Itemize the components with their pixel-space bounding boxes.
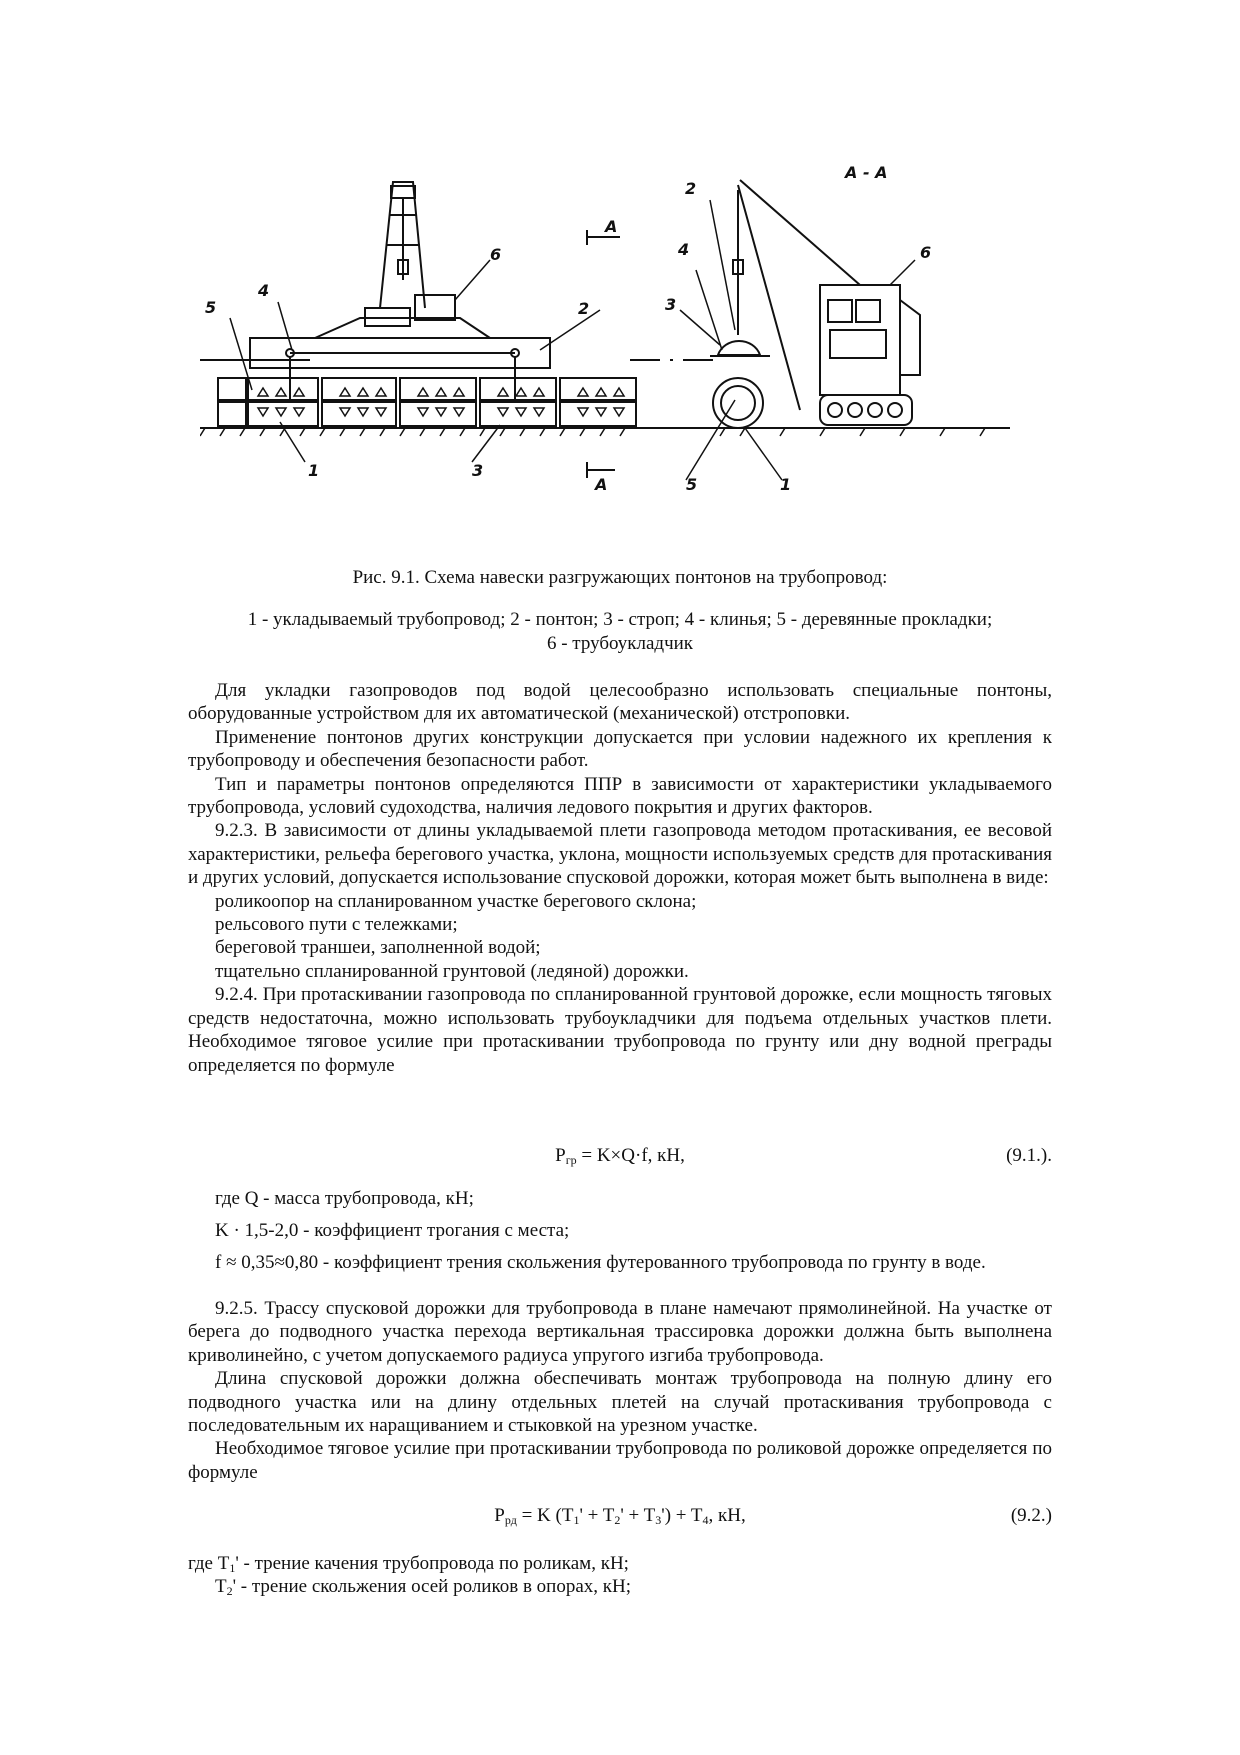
list-item: роликоопор на спланированном участке берегового склона; <box>215 890 697 912</box>
formula-sub: рд <box>504 1513 517 1527</box>
label-1-right: 1 <box>780 475 792 494</box>
formula-lhs: P <box>555 1145 566 1166</box>
formula-number: (9.2.) <box>1010 1505 1052 1526</box>
legend-item: K · 1,5-2,0 - коэффициент трогания с места; <box>215 1220 570 1241</box>
figure-caption: Рис. 9.1. Схема навески разгружающих понтонов на трубопровод: <box>352 567 888 588</box>
label-1-left: 1 <box>308 461 320 480</box>
t2-post: ' - трение скольжения осей роликов в опорах, кН; <box>232 1576 632 1598</box>
formula-part: ') + T <box>661 1505 703 1526</box>
paragraph: 9.2.5. Трассу спусковой дорожки для трубопровода в плане намечают прямолинейной. На участке от берега до подводного участка перехода вертикальная трассировка дорожки должна быть выполнена криволинейно, с учетом допускаемого радиуса упругого изгиба трубопровода. <box>188 1298 1052 1366</box>
paragraph: Необходимое тяговое усилие при протаскивании трубопровода по роликовой дорожке определяется по формуле <box>188 1438 1052 1483</box>
formula-9-1 <box>188 1144 1052 1174</box>
paragraph: Для укладки газопроводов под водой целесообразно использовать специальные понтоны, оборудованные устройством для их автоматической (механической) отстроповки. <box>188 680 1052 725</box>
list-item: рельсового пути с тележками; <box>215 914 458 936</box>
formula-part: ' + T <box>620 1505 656 1526</box>
formula-sub: 2 <box>614 1513 621 1527</box>
paragraph: Длина спусковой дорожки должна обеспечивать монтаж трубопровода на полную длину его подводного участка или на длину отдельных плетей на случай протаскивания трубопровода с последовательным их наращиванием и стыковкой на урезном участке. <box>188 1368 1052 1437</box>
label-6-right: 6 <box>920 243 932 262</box>
body-text-top <box>188 679 1052 1077</box>
formula-sub: 4 <box>702 1513 709 1527</box>
t2-pre: T <box>215 1576 227 1598</box>
figure-legend-line1: 1 - укладываемый трубопровод; 2 - понтон; 3 - строп; 4 - клинья; 5 - деревянные прокладки; <box>247 609 993 630</box>
label-5-right: 5 <box>686 475 698 494</box>
paragraph: Применение понтонов других конструкции допускается при условии надежного их крепления к трубопроводу и обеспечения безопасности работ. <box>188 726 1052 772</box>
legend-item: где Q - масса трубопровода, кН; <box>215 1188 474 1209</box>
label-6-left: 6 <box>490 245 502 264</box>
paragraph: Тип и параметры понтонов определяются ППР в зависимости от характеристики укладываемого трубопровода, условий судоходства, наличия ледового покрытия и других факторов. <box>188 773 1052 819</box>
formula-number: (9.1.). <box>1006 1145 1052 1166</box>
t1-post: ' - трение качения трубопровода по роликам, кН; <box>235 1553 629 1574</box>
formula-part: ' + T <box>579 1505 615 1526</box>
formula-lhs: P <box>494 1505 505 1526</box>
label-5-left: 5 <box>205 298 217 317</box>
formula-part: = K (T <box>516 1505 574 1526</box>
label-3-right: 3 <box>665 295 677 314</box>
cut-label-bottom: A <box>595 475 608 494</box>
section-label-text: A - A <box>845 163 888 182</box>
label-3-left: 3 <box>472 461 484 480</box>
formula-9-1-legend <box>188 1183 1052 1279</box>
legend-item-t2 <box>188 1575 1052 1598</box>
formula-sub: 3 <box>655 1513 662 1527</box>
paragraph: 9.2.4. При протаскивании газопровода по спланированной грунтовой дорожке, если мощность тяговых средств недостаточна, можно использовать трубоукладчики для подъема отдельных участков плети. Необходимое тяговое усилие при протаскивании трубопровода по грунту или дну водной преграды определяется по формуле <box>188 984 1052 1076</box>
label-2-left: 2 <box>578 299 590 318</box>
formula-rhs: = K×Q·f, кН, <box>576 1145 685 1166</box>
formula-part: , кН, <box>708 1505 746 1526</box>
formula-9-2-legend <box>188 1552 1052 1599</box>
cut-label-top: A <box>605 217 618 236</box>
formula-sub: 1 <box>573 1513 580 1527</box>
t1-pre: где T <box>188 1553 230 1574</box>
legend-item-t1 <box>188 1552 1052 1575</box>
body-text-bottom <box>188 1297 1052 1484</box>
list-item: тщательно спланированной грунтовой (ледяной) дорожки. <box>215 960 689 982</box>
formula-9-2 <box>188 1504 1052 1534</box>
figure-legend-line2: 6 - трубоукладчик <box>546 633 694 654</box>
list-item: береговой траншеи, заполненной водой; <box>215 937 541 959</box>
t1-sub: 1 <box>229 1561 236 1575</box>
paragraph: 9.2.3. В зависимости от длины укладываемой плети газопровода методом протаскивания, ее весовой характеристики, рельефа берегового участка, уклона, мощности используемых средств для протаскивания и других условий, допускается использование спусковой дорожки, которая может быть выполнена в виде: <box>188 820 1052 889</box>
formula-sub: гр <box>565 1153 577 1167</box>
label-4-right: 4 <box>678 240 690 259</box>
t2-sub: 2 <box>226 1584 233 1599</box>
label-4-left: 4 <box>258 281 270 300</box>
label-2-right: 2 <box>685 179 697 198</box>
legend-item: f ≈ 0,35≈0,80 - коэффициент трения скольжения футерованного трубопровода по грунту в воде. <box>215 1252 986 1273</box>
pontoon-scheme-figure <box>200 160 1130 560</box>
